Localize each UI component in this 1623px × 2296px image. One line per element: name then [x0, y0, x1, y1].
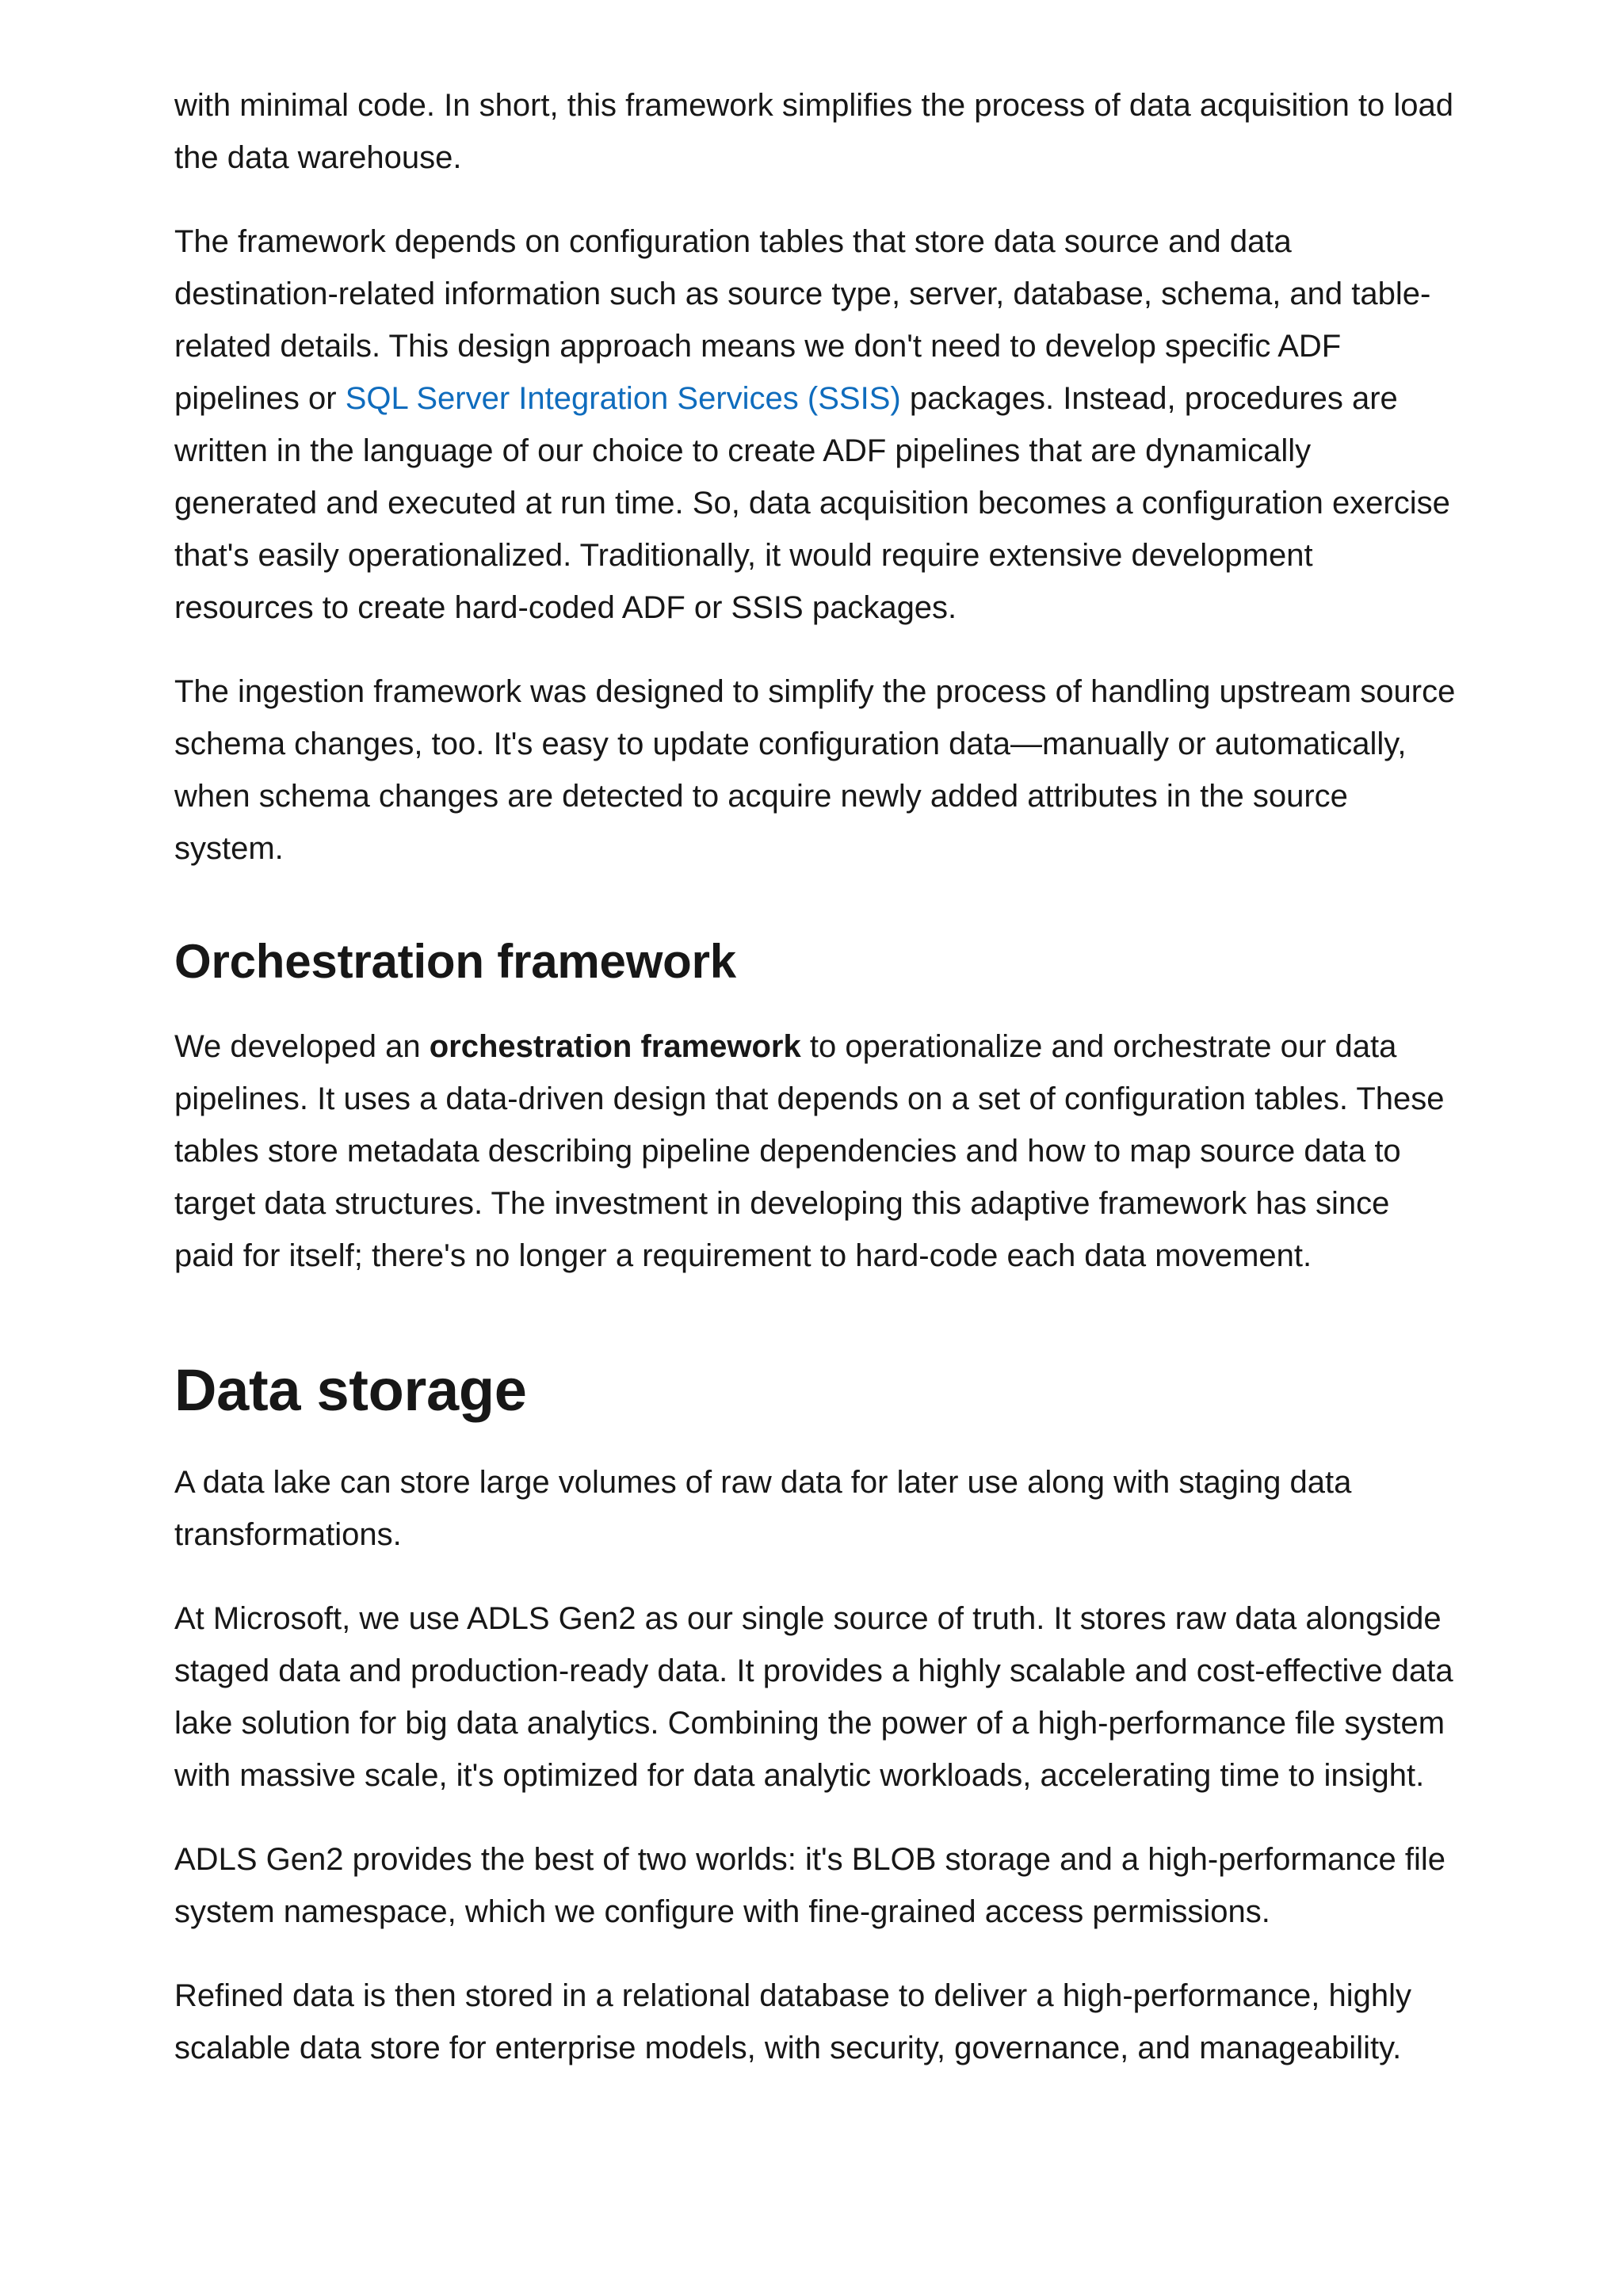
heading-data-storage: Data storage [174, 1357, 527, 1423]
paragraph-intro-continuation: with minimal code. In short, this framework simplifies the process of data acquisition to load the data warehouse. [174, 88, 1454, 175]
paragraph-text: We developed an [174, 1029, 430, 1064]
paragraph-schema-changes: The ingestion framework was designed to simplify the process of handling upstream source schema changes, too. It's easy to update configuration data—manually or automatically, when schema changes are detected to acquire newly added attributes in the source system. [174, 674, 1456, 866]
paragraph-text: The framework depends on configuration tables that store data source and data destination-related information such as source type, server, database, schema, and table-related details. This design approach means we don't need to develop specific ADF pipelines or [174, 224, 1431, 416]
paragraph-text: packages. Instead, procedures are written in the language of our choice to create ADF pipelines that are dynamically generated and executed at run time. So, data acquisition becomes a configuration exercise that's easily operationalized. Traditionally, it would require extensive development resources to create hard-coded ADF or SSIS packages. [174, 381, 1450, 625]
bold-term: orchestration framework [429, 1029, 801, 1064]
paragraph-data-lake: A data lake can store large volumes of raw data for later use along with staging data transformations. [174, 1465, 1352, 1552]
heading-orchestration-framework: Orchestration framework [174, 935, 736, 988]
paragraph-refined-data: Refined data is then stored in a relational database to deliver a high-performance, highly scalable data store for enterprise models, with security, governance, and manageability. [174, 1978, 1411, 2065]
paragraph-text: to operationalize and orchestrate our data pipelines. It uses a data-driven design that depends on a set of configuration tables. These tables store metadata describing pipeline dependencies and how to map source data to target data structures. The investment in developing this adaptive framework has since paid for itself; there's no longer a requirement to hard-code each data movement. [174, 1029, 1445, 1273]
paragraph-orchestration [174, 1020, 1457, 1282]
ssis-link[interactable]: SQL Server Integration Services (SSIS) [345, 381, 901, 416]
paragraph-configuration-tables [174, 215, 1457, 634]
paragraph-adls-best-of-two-worlds: ADLS Gen2 provides the best of two worlds: it's BLOB storage and a high-performance file system namespace, which we configure with fine-grained access permissions. [174, 1842, 1446, 1929]
paragraph-adls-gen2: At Microsoft, we use ADLS Gen2 as our single source of truth. It stores raw data alongside staged data and production-ready data. It provides a highly scalable and cost-effective data lake solution for big data analytics. Combining the power of a high-performance file system with massive scale, it's optimized for data analytic workloads, accelerating time to insight. [174, 1601, 1453, 1793]
